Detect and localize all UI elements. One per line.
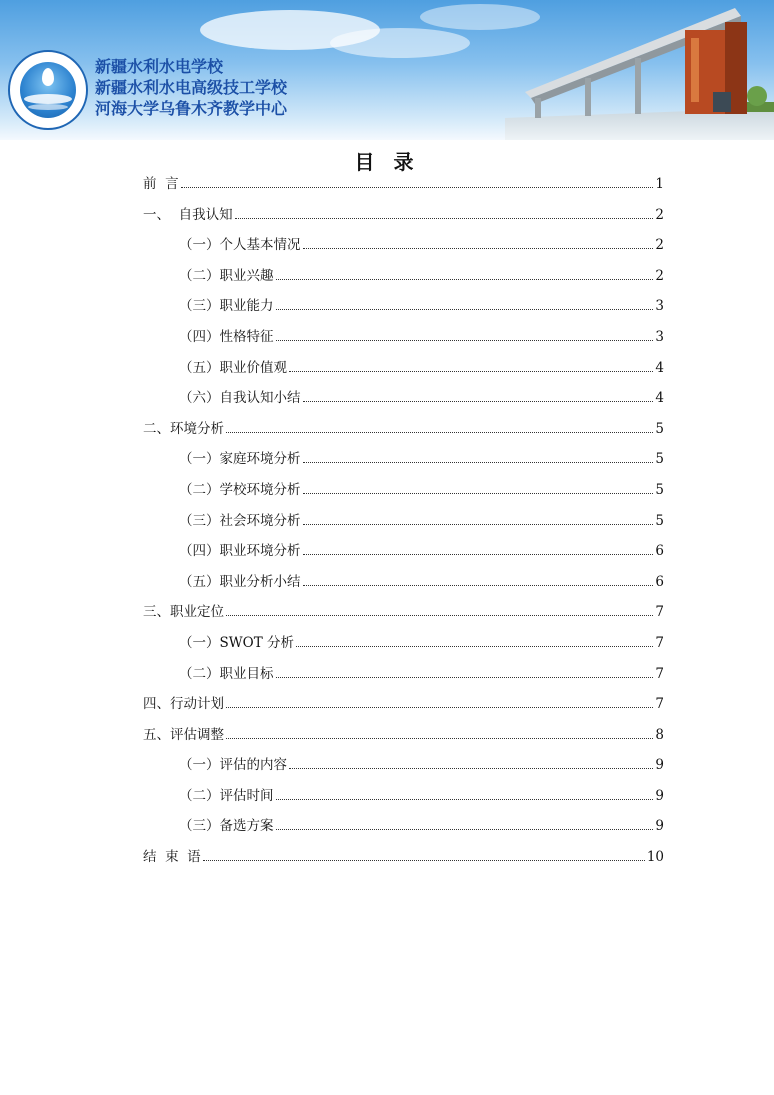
toc-leader [226, 603, 653, 616]
toc-entry-self-summary[interactable] [143, 383, 664, 414]
toc-leader [276, 787, 654, 800]
toc-entry-label: （三）备选方案 [179, 818, 274, 835]
toc-page-number: 5 [655, 420, 664, 437]
school-name-2: 新疆水利水电高级技工学校 [95, 78, 288, 97]
toc-entry-family-environment[interactable] [143, 444, 664, 475]
toc-entry-career-environment[interactable] [143, 536, 664, 567]
toc-page-number: 7 [655, 665, 664, 682]
toc-title: 目 录 [354, 150, 420, 174]
toc-page-number: 5 [655, 451, 664, 468]
toc-entry-self-awareness[interactable] [143, 200, 664, 231]
toc-page-number: 4 [655, 359, 664, 376]
toc-entry-career-goals[interactable] [143, 659, 664, 690]
toc-entry-label: （一）SWOT 分析 [179, 634, 294, 651]
school-name-3: 河海大学乌鲁木齐教学中心 [95, 99, 288, 118]
toc-entry-label: （三）职业能力 [179, 298, 274, 315]
toc-entry-label: （五）职业价值观 [179, 359, 287, 376]
toc-page-number: 5 [655, 481, 664, 498]
toc-entry-label: 前 言 [143, 176, 179, 192]
toc-entry-label: （五）职业分析小结 [179, 573, 301, 590]
toc-leader [289, 756, 653, 769]
toc-entry-social-environment[interactable] [143, 506, 664, 537]
toc-entry-label: （二）职业目标 [179, 665, 274, 682]
cloud-decoration [330, 28, 470, 58]
toc-entry-environment-analysis[interactable] [143, 414, 664, 445]
campus-gate-image [505, 0, 774, 140]
toc-page-number: 2 [655, 267, 664, 284]
toc-leader [289, 358, 653, 371]
toc-entry-label: （四）职业环境分析 [179, 543, 301, 560]
toc-page-number: 3 [655, 328, 664, 345]
toc-leader [203, 848, 645, 861]
toc-leader [303, 542, 654, 555]
toc-entry-career-values[interactable] [143, 353, 664, 384]
table-of-contents [143, 169, 664, 873]
toc-leader [226, 726, 653, 739]
toc-entry-evaluation-content[interactable] [143, 750, 664, 781]
toc-leader [276, 297, 654, 310]
toc-leader [276, 664, 654, 677]
toc-leader [303, 450, 654, 463]
toc-page-number: 6 [655, 573, 664, 590]
toc-entry-evaluation-time[interactable] [143, 781, 664, 812]
toc-leader [296, 634, 653, 647]
toc-page-number: 9 [655, 787, 664, 804]
toc-entry-evaluation-adjustment[interactable] [143, 720, 664, 751]
toc-page-number: 9 [655, 757, 664, 774]
toc-page-number: 7 [655, 634, 664, 651]
toc-leader [303, 573, 654, 586]
toc-page-number: 5 [655, 512, 664, 529]
toc-page-number: 3 [655, 298, 664, 315]
toc-page-number: 1 [655, 176, 664, 192]
toc-entry-label: （二）职业兴趣 [179, 267, 274, 284]
header-banner [0, 0, 774, 140]
toc-entry-label: （一）个人基本情况 [179, 237, 301, 254]
toc-entry-swot-analysis[interactable] [143, 628, 664, 659]
toc-leader [303, 481, 654, 494]
toc-leader [276, 817, 654, 830]
toc-entry-label: 结 束 语 [143, 849, 201, 866]
toc-entry-career-positioning[interactable] [143, 597, 664, 628]
toc-entry-label: 一、 自我认知 [143, 206, 233, 223]
school-logo [8, 50, 88, 130]
toc-leader [276, 328, 654, 341]
toc-entry-label: 四、行动计划 [143, 696, 224, 713]
toc-leader [303, 389, 654, 402]
toc-entry-label: 五、评估调整 [143, 726, 224, 743]
toc-entry-label: （四）性格特征 [179, 328, 274, 345]
toc-entry-label: （一）家庭环境分析 [179, 451, 301, 468]
toc-page-number: 10 [646, 849, 664, 866]
toc-entry-school-environment[interactable] [143, 475, 664, 506]
toc-leader [226, 695, 653, 708]
toc-entry-label: 二、环境分析 [143, 420, 224, 437]
toc-page-number: 8 [655, 726, 664, 743]
toc-leader [235, 205, 654, 218]
toc-page-number: 2 [655, 206, 664, 223]
toc-entry-label: （二）学校环境分析 [179, 481, 301, 498]
toc-page-number: 2 [655, 237, 664, 254]
toc-leader [181, 175, 654, 188]
toc-page-number: 4 [655, 390, 664, 407]
toc-entry-label: （三）社会环境分析 [179, 512, 301, 529]
school-names [95, 56, 287, 119]
toc-entry-personality[interactable] [143, 322, 664, 353]
toc-entry-label: （六）自我认知小结 [179, 390, 301, 407]
toc-entry-label: （二）评估时间 [179, 787, 274, 804]
toc-entry-career-ability[interactable] [143, 291, 664, 322]
toc-leader [276, 267, 654, 280]
toc-entry-career-analysis-summary[interactable] [143, 567, 664, 598]
toc-entry-conclusion[interactable] [143, 842, 664, 873]
toc-entry-preface[interactable] [143, 169, 664, 200]
toc-leader [303, 236, 654, 249]
toc-entry-alternative-plan[interactable] [143, 811, 664, 842]
toc-page-number: 9 [655, 818, 664, 835]
toc-entry-label: （一）评估的内容 [179, 757, 287, 774]
toc-entry-basic-info[interactable] [143, 230, 664, 261]
toc-entry-label: 三、职业定位 [143, 604, 224, 621]
toc-page-number: 6 [655, 543, 664, 560]
toc-page-number: 7 [655, 604, 664, 621]
toc-entry-action-plan[interactable] [143, 689, 664, 720]
toc-page-number: 7 [655, 696, 664, 713]
school-name-1: 新疆水利水电学校 [95, 57, 224, 76]
toc-entry-career-interest[interactable] [143, 261, 664, 292]
toc-leader [226, 420, 653, 433]
toc-leader [303, 511, 654, 524]
